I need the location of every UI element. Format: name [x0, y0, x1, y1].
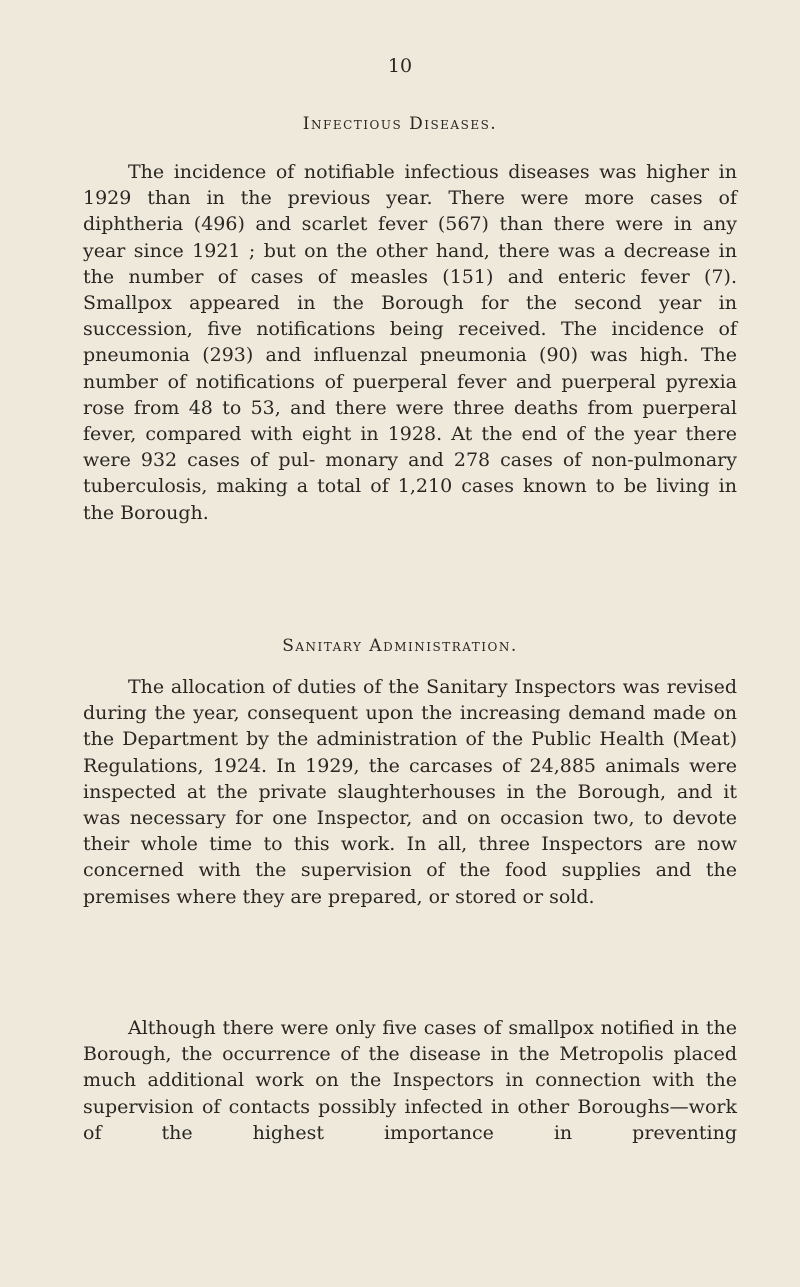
section-heading-infectious-diseases: Infectious Diseases.: [302, 114, 498, 134]
paragraph-infectious-diseases: The incidence of notifiable infectious diseases was higher in 1929 than in the previous year. There were more cases of diphtheria (496) and scarlet fever (567) than there were in any year since 1921 ; but on the other hand, there was a decrease in the number of cases of measles (151) and enteric fever (7). Smallpox appeared in the Borough for the second year in succession, five notifications being received. The incidence of pneumonia (293) and influenzal pneumonia (90) was high. The number of notifications of puerperal fever and puerperal pyrexia rose from 48 to 53, and there were three deaths from puerperal fever, compared with eight in 1928. At the end of the year there were 932 cases of pul- monary and 278 cases of non-pulmonary tuberculosis, making a total of 1,210 cases known to be living in the Borough.: [83, 161, 737, 524]
page-number: 10: [387, 55, 413, 77]
paragraph-sanitary-smallpox: Although there were only five cases of smallpox notified in the Borough, the occurrence of the disease in the Metropolis placed much additional work on the Inspectors in connection with the supervision of contacts possibly infected in other Boroughs—work of the highest importance in preventing: [83, 1017, 737, 1144]
paragraph-sanitary-allocation: The allocation of duties of the Sanitary Inspectors was revised during the year, consequent upon the increasing demand made on the Department by the administration of the Public Health (Meat) Regulations, 1924. In 1929, the carcases of 24,885 animals were inspected at the private slaughterhouses in the Borough, and it was necessary for one Inspector, and on occasion two, to devote their whole time to this work. In all, three Inspectors are now concerned with the supervision of the food supplies and the premises where they are prepared, or stored or sold.: [83, 676, 737, 908]
section-heading-sanitary-administration: Sanitary Administration.: [282, 636, 518, 656]
